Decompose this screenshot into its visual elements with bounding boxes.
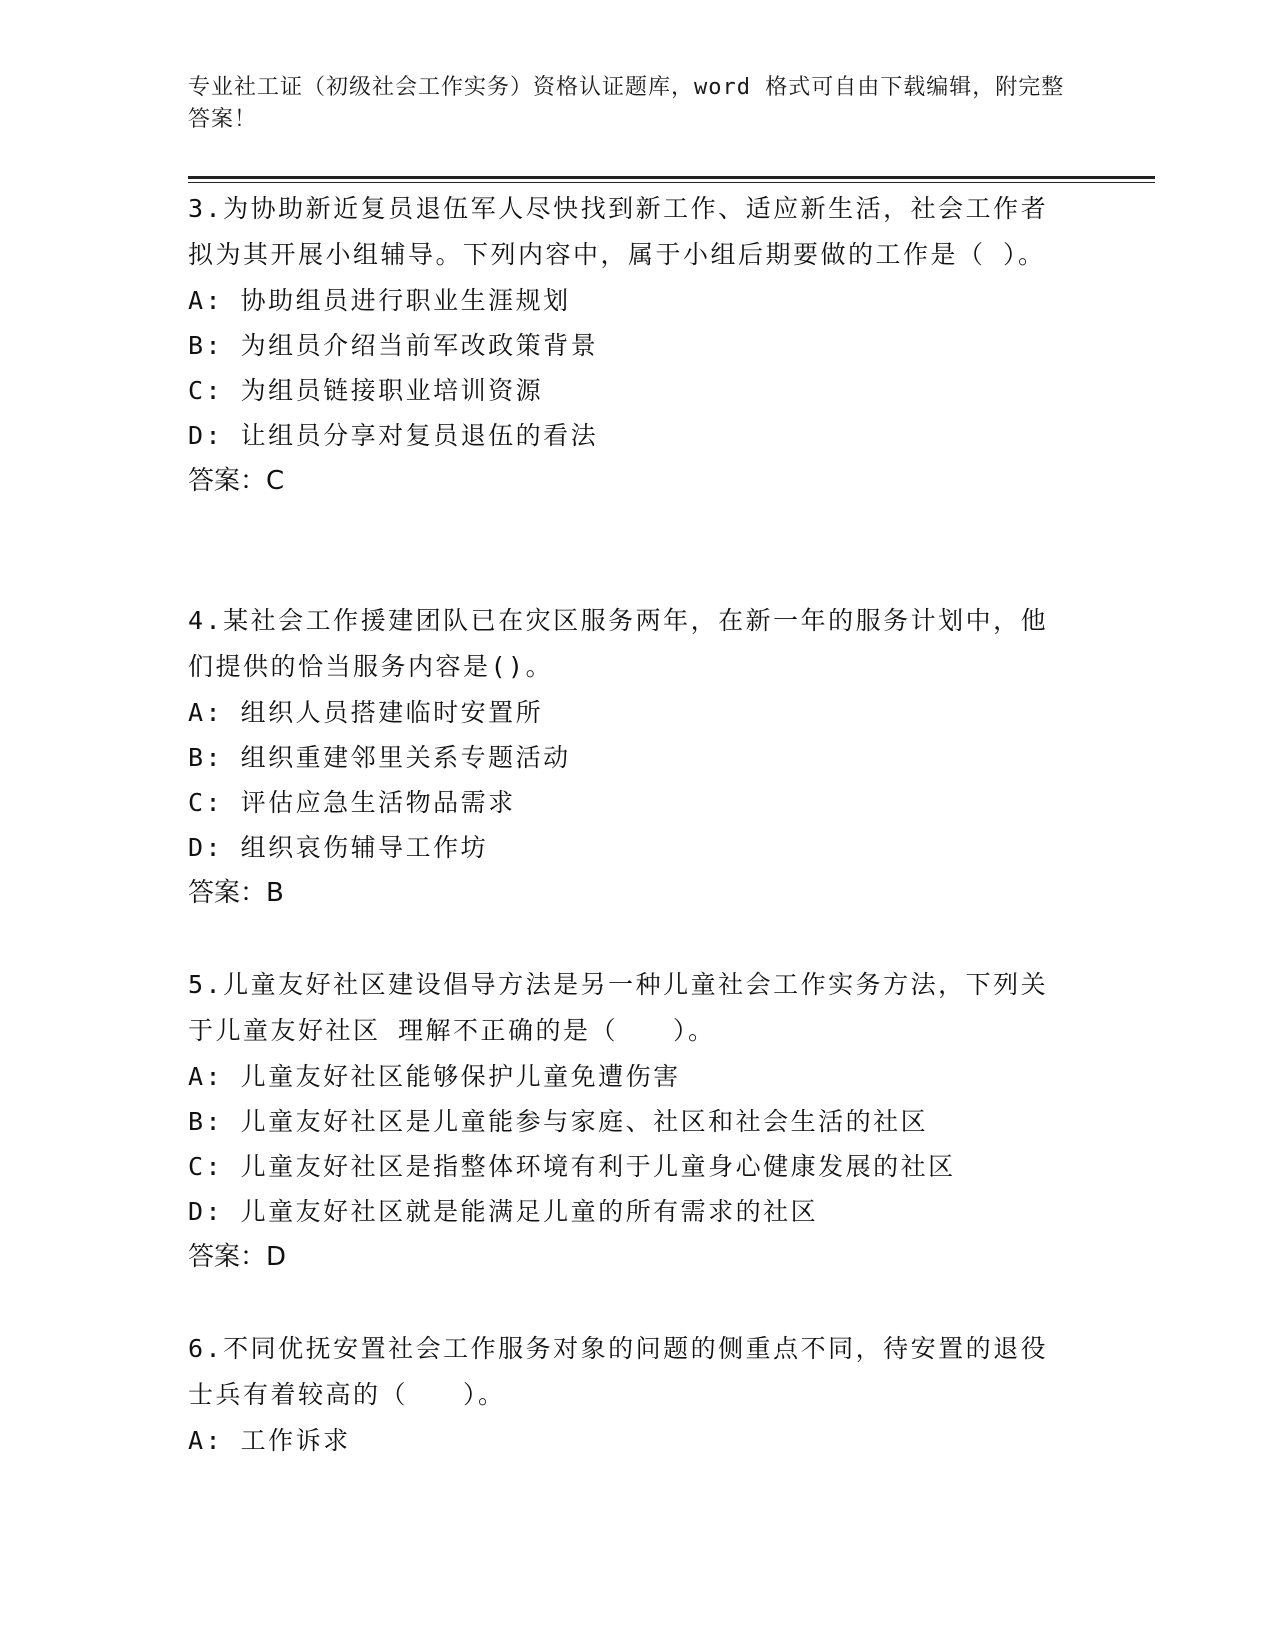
question-stem: 6.不同优抚安置社会工作服务对象的问题的侧重点不同，待安置的退役士兵有着较高的（ ）。	[188, 1334, 1049, 1409]
question-3	[188, 186, 1068, 504]
question-stem: 4.某社会工作援建团队已在灾区服务两年，在新一年的服务计划中，他们提供的恰当服务内容是()。	[188, 606, 1049, 681]
option-d: D: 让组员分享对复员退伍的看法	[188, 421, 599, 450]
option-d: D: 组织哀伤辅导工作坊	[188, 833, 489, 862]
question-stem: 5.儿童友好社区建设倡导方法是另一种儿童社会工作实务方法，下列关于儿童友好社区 理解不正确的是（ ）。	[188, 970, 1049, 1045]
question-4	[188, 598, 1068, 916]
document-header: 专业社工证（初级社会工作实务）资格认证题库，word 格式可自由下载编辑，附完整答案！	[188, 75, 1065, 132]
option-c: C: 儿童友好社区是指整体环境有利于儿童身心健康发展的社区	[188, 1152, 956, 1181]
answer-line: 答案：C	[188, 466, 285, 496]
question-6	[188, 1326, 1068, 1463]
option-b: B: 儿童友好社区是儿童能参与家庭、社区和社会生活的社区	[188, 1107, 929, 1136]
answer-line: 答案：B	[188, 878, 284, 908]
option-b: B: 组织重建邻里关系专题活动	[188, 743, 571, 772]
option-a: A: 工作诉求	[188, 1426, 351, 1455]
option-d: D: 儿童友好社区就是能满足儿童的所有需求的社区	[188, 1197, 819, 1226]
question-stem: 3.为协助新近复员退伍军人尽快找到新工作、适应新生活，社会工作者拟为其开展小组辅导。下列内容中，属于小组后期要做的工作是（ ）。	[188, 194, 1049, 269]
option-b: B: 为组员介绍当前军改政策背景	[188, 331, 599, 360]
header-divider-thick	[188, 176, 1155, 179]
option-c: C: 评估应急生活物品需求	[188, 788, 516, 817]
option-a: A: 协助组员进行职业生涯规划	[188, 286, 571, 315]
answer-line: 答案：D	[188, 1242, 287, 1272]
option-a: A: 儿童友好社区能够保护儿童免遭伤害	[188, 1062, 681, 1091]
question-5	[188, 962, 1068, 1280]
option-a: A: 组织人员搭建临时安置所	[188, 698, 544, 727]
option-c: C: 为组员链接职业培训资源	[188, 376, 544, 405]
header-divider-thin	[188, 182, 1155, 183]
